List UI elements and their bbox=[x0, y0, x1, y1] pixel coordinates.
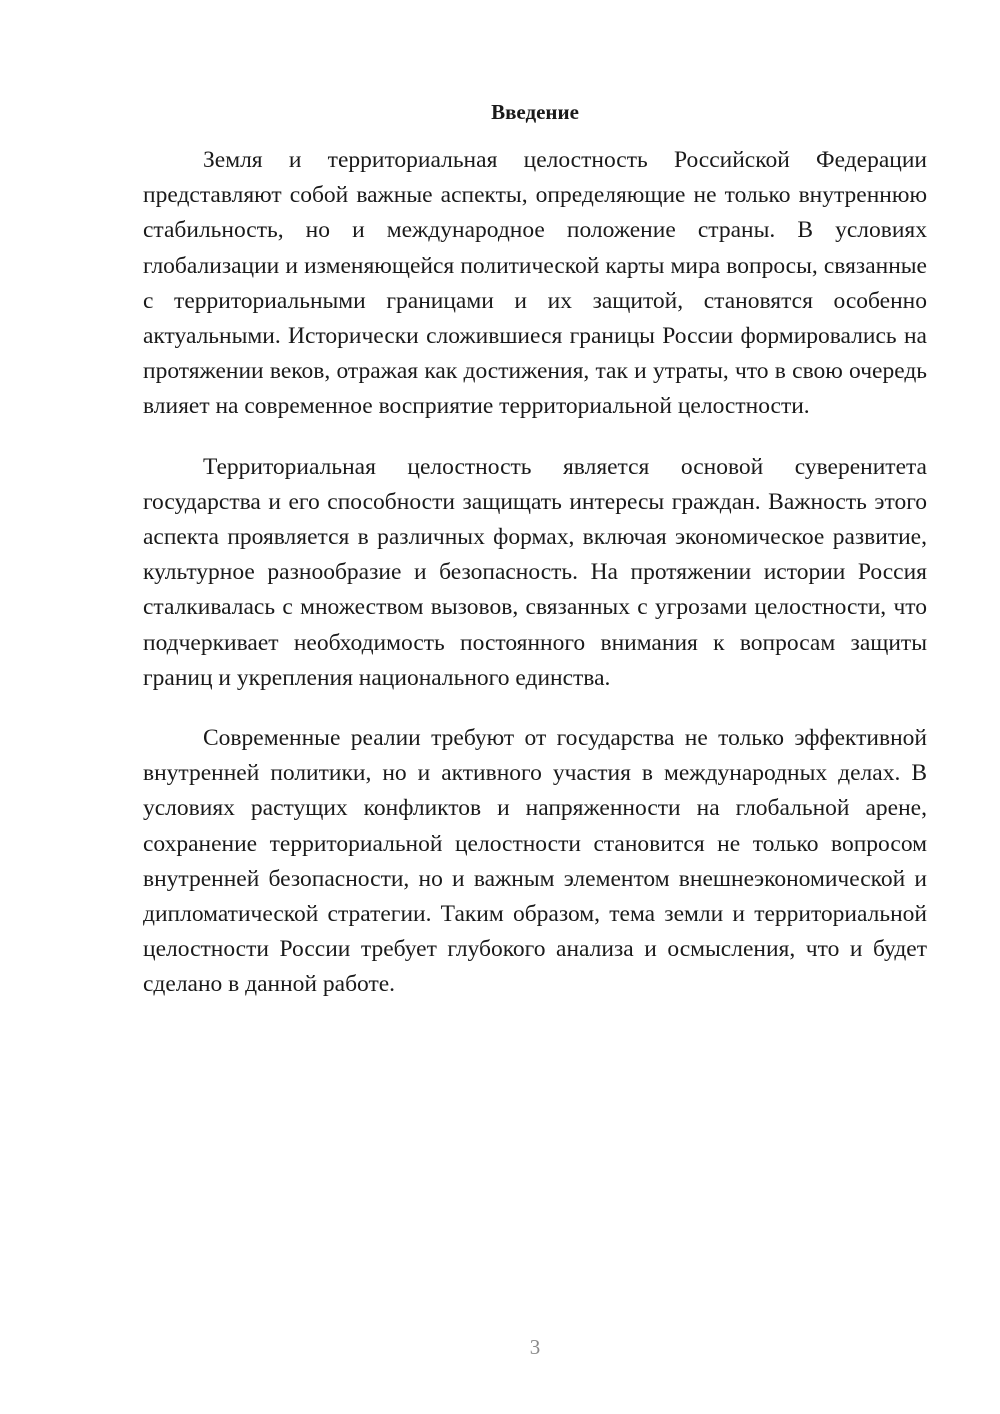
paragraph-2: Территориальная целостность является основой суверенитета государства и его способности защищать интересы граждан. Важность этого аспекта проявляется в различных формах, включая экономическое развитие, культурное разнообразие и безопасность. На протяжении истории Россия сталкивалась с множеством вызовов, связанных с угрозами целостности, что подчеркивает необходимость постоянного внимания к вопросам защиты границ и укрепления национального единства. bbox=[143, 453, 927, 691]
paragraph-1: Земля и территориальная целостность Российской Федерации представляют собой важные аспекты, определяющие не только внутреннюю стабильность, но и международное положение страны. В условиях глобализации и изменяющейся политической карты мира вопросы, связанные с территориальными границами и их защитой, становятся особенно актуальными. Исторически сложившиеся границы России формировались на протяжении веков, отражая как достижения, так и утраты, что в свою очередь влияет на современное восприятие территориальной целостности. bbox=[143, 147, 927, 420]
page-number: 3 bbox=[529, 1335, 541, 1359]
body-text bbox=[143, 143, 927, 1028]
section-heading: Введение bbox=[491, 100, 579, 124]
paragraph-3: Современные реалии требуют от государства не только эффективной внутренней политики, но и активного участия в международных делах. В условиях растущих конфликтов и напряженности на глобальной арене, сохранение территориальной целостности становится не только вопросом внутренней безопасности, но и важным элементом внешнеэкономической и дипломатической стратегии. Таким образом, тема земли и территориальной целостности России требует глубокого анализа и осмысления, что и будет сделано в данной работе. bbox=[143, 725, 927, 998]
